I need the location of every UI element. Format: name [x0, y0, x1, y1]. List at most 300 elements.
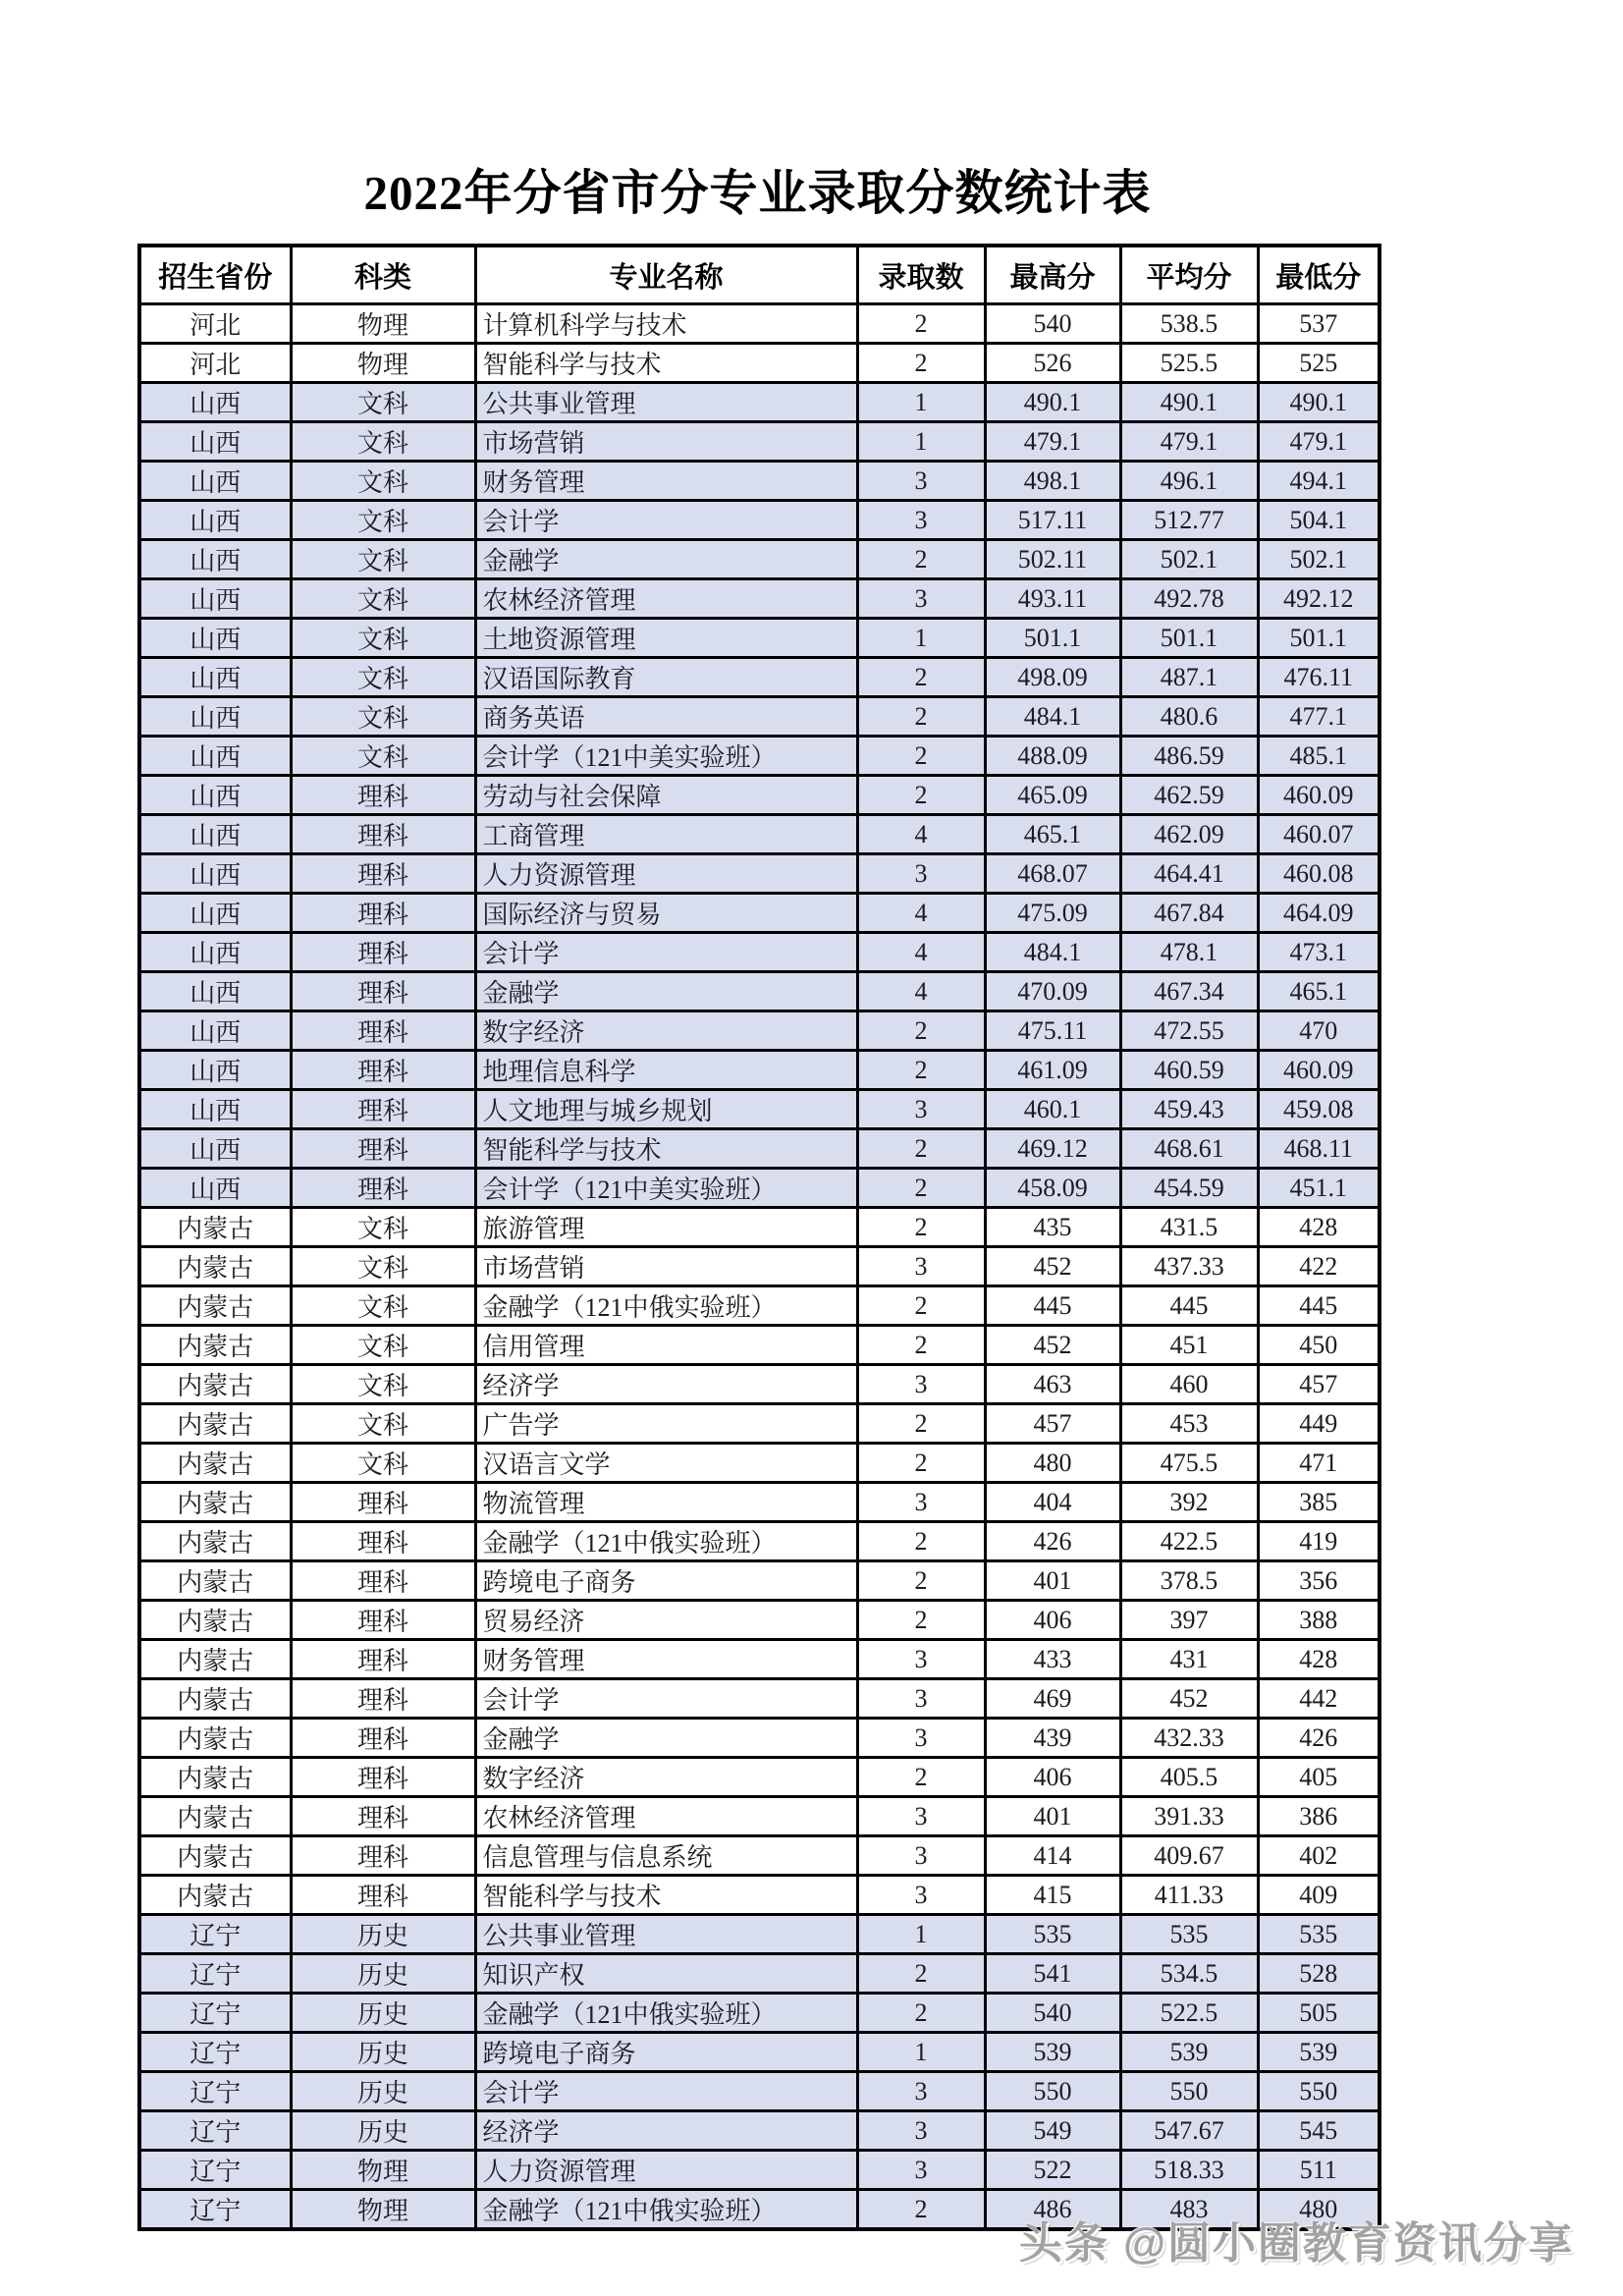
- min-score-cell: 428: [1258, 1640, 1380, 1679]
- admit-count-cell: 2: [857, 1444, 985, 1483]
- max-score-cell: 541: [985, 1954, 1120, 1994]
- category-cell: 文科: [291, 1208, 475, 1247]
- category-cell: 历史: [291, 2072, 475, 2111]
- avg-score-cell: 486.59: [1120, 737, 1258, 776]
- table-row: [139, 1915, 1380, 1954]
- min-score-cell: 388: [1258, 1601, 1380, 1640]
- avg-score-cell: 445: [1120, 1286, 1258, 1326]
- max-score-cell: 433: [985, 1640, 1120, 1679]
- table-row: [139, 1444, 1380, 1483]
- table-row: [139, 1601, 1380, 1640]
- score-table-body: [139, 304, 1380, 2230]
- max-score-cell: 452: [985, 1326, 1120, 1365]
- major-cell: 智能科学与技术: [475, 1129, 857, 1169]
- avg-score-cell: 460.59: [1120, 1051, 1258, 1090]
- max-score-cell: 493.11: [985, 579, 1120, 619]
- table-row: [139, 422, 1380, 462]
- avg-score-cell: 518.33: [1120, 2151, 1258, 2190]
- avg-score-cell: 464.41: [1120, 854, 1258, 894]
- avg-score-cell: 487.1: [1120, 658, 1258, 697]
- avg-score-cell: 460: [1120, 1365, 1258, 1404]
- major-cell: 人力资源管理: [475, 854, 857, 894]
- max-score-cell: 461.09: [985, 1051, 1120, 1090]
- province-cell: 内蒙古: [139, 1483, 291, 1522]
- major-cell: 农林经济管理: [475, 1797, 857, 1836]
- major-cell: 劳动与社会保障: [475, 776, 857, 815]
- table-row: [139, 815, 1380, 854]
- major-cell: 经济学: [475, 1365, 857, 1404]
- major-cell: 会计学: [475, 2072, 857, 2111]
- province-cell: 山西: [139, 462, 291, 501]
- major-cell: 汉语国际教育: [475, 658, 857, 697]
- table-row: [139, 2072, 1380, 2111]
- table-header-row: [139, 246, 1380, 304]
- admit-count-cell: 2: [857, 540, 985, 579]
- avg-score-cell: 478.1: [1120, 933, 1258, 972]
- admit-count-cell: 3: [857, 1365, 985, 1404]
- column-header-major: 专业名称: [475, 246, 857, 304]
- major-cell: 人力资源管理: [475, 2151, 857, 2190]
- max-score-cell: 484.1: [985, 697, 1120, 737]
- max-score-cell: 475.09: [985, 894, 1120, 933]
- province-cell: 辽宁: [139, 2151, 291, 2190]
- table-row: [139, 1208, 1380, 1247]
- province-cell: 内蒙古: [139, 1365, 291, 1404]
- max-score-cell: 463: [985, 1365, 1120, 1404]
- min-score-cell: 504.1: [1258, 501, 1380, 540]
- admit-count-cell: 4: [857, 933, 985, 972]
- category-cell: 历史: [291, 1994, 475, 2033]
- min-score-cell: 451.1: [1258, 1169, 1380, 1208]
- admit-count-cell: 3: [857, 1679, 985, 1719]
- major-cell: 会计学（121中美实验班）: [475, 737, 857, 776]
- category-cell: 理科: [291, 933, 475, 972]
- page-title: 2022年分省市分专业录取分数统计表: [363, 166, 1152, 220]
- max-score-cell: 406: [985, 1601, 1120, 1640]
- category-cell: 文科: [291, 1444, 475, 1483]
- min-score-cell: 449: [1258, 1404, 1380, 1444]
- min-score-cell: 485.1: [1258, 737, 1380, 776]
- max-score-cell: 540: [985, 304, 1120, 344]
- watermark: 头条 @圆小圈教育资讯分享: [1018, 2219, 1574, 2268]
- avg-score-cell: 454.59: [1120, 1169, 1258, 1208]
- province-cell: 山西: [139, 933, 291, 972]
- max-score-cell: 484.1: [985, 933, 1120, 972]
- category-cell: 文科: [291, 1365, 475, 1404]
- table-row: [139, 1640, 1380, 1679]
- min-score-cell: 457: [1258, 1365, 1380, 1404]
- min-score-cell: 501.1: [1258, 619, 1380, 658]
- major-cell: 会计学: [475, 501, 857, 540]
- province-cell: 辽宁: [139, 1915, 291, 1954]
- min-score-cell: 477.1: [1258, 697, 1380, 737]
- province-cell: 山西: [139, 383, 291, 422]
- category-cell: 物理: [291, 304, 475, 344]
- category-cell: 理科: [291, 894, 475, 933]
- max-score-cell: 522: [985, 2151, 1120, 2190]
- table-row: [139, 1011, 1380, 1051]
- major-cell: 经济学: [475, 2111, 857, 2151]
- max-score-cell: 465.1: [985, 815, 1120, 854]
- province-cell: 内蒙古: [139, 1208, 291, 1247]
- major-cell: 旅游管理: [475, 1208, 857, 1247]
- province-cell: 内蒙古: [139, 1247, 291, 1286]
- min-score-cell: 426: [1258, 1719, 1380, 1758]
- major-cell: 汉语言文学: [475, 1444, 857, 1483]
- min-score-cell: 476.11: [1258, 658, 1380, 697]
- admit-count-cell: 2: [857, 2190, 985, 2230]
- province-cell: 山西: [139, 1090, 291, 1129]
- major-cell: 智能科学与技术: [475, 1876, 857, 1915]
- avg-score-cell: 397: [1120, 1601, 1258, 1640]
- table-row: [139, 1129, 1380, 1169]
- avg-score-cell: 451: [1120, 1326, 1258, 1365]
- avg-score-cell: 422.5: [1120, 1522, 1258, 1561]
- province-cell: 山西: [139, 1169, 291, 1208]
- avg-score-cell: 479.1: [1120, 422, 1258, 462]
- avg-score-cell: 483: [1120, 2190, 1258, 2230]
- province-cell: 辽宁: [139, 2190, 291, 2230]
- admit-count-cell: 3: [857, 854, 985, 894]
- major-cell: 金融学（121中俄实验班）: [475, 2190, 857, 2230]
- table-row: [139, 1090, 1380, 1129]
- table-row: [139, 1483, 1380, 1522]
- avg-score-cell: 502.1: [1120, 540, 1258, 579]
- province-cell: 山西: [139, 579, 291, 619]
- avg-score-cell: 468.61: [1120, 1129, 1258, 1169]
- avg-score-cell: 391.33: [1120, 1797, 1258, 1836]
- min-score-cell: 459.08: [1258, 1090, 1380, 1129]
- table-row: [139, 2151, 1380, 2190]
- avg-score-cell: 512.77: [1120, 501, 1258, 540]
- category-cell: 理科: [291, 1129, 475, 1169]
- column-header-max-score: 最高分: [985, 246, 1120, 304]
- province-cell: 山西: [139, 1011, 291, 1051]
- column-header-min-score: 最低分: [1258, 246, 1380, 304]
- avg-score-cell: 550: [1120, 2072, 1258, 2111]
- max-score-cell: 469: [985, 1679, 1120, 1719]
- admit-count-cell: 1: [857, 2033, 985, 2072]
- major-cell: 财务管理: [475, 1640, 857, 1679]
- province-cell: 内蒙古: [139, 1836, 291, 1876]
- province-cell: 内蒙古: [139, 1326, 291, 1365]
- max-score-cell: 406: [985, 1758, 1120, 1797]
- province-cell: 山西: [139, 737, 291, 776]
- avg-score-cell: 437.33: [1120, 1247, 1258, 1286]
- max-score-cell: 401: [985, 1561, 1120, 1601]
- min-score-cell: 428: [1258, 1208, 1380, 1247]
- category-cell: 理科: [291, 1876, 475, 1915]
- max-score-cell: 469.12: [985, 1129, 1120, 1169]
- min-score-cell: 539: [1258, 2033, 1380, 2072]
- major-cell: 公共事业管理: [475, 1915, 857, 1954]
- min-score-cell: 550: [1258, 2072, 1380, 2111]
- category-cell: 历史: [291, 2111, 475, 2151]
- max-score-cell: 401: [985, 1797, 1120, 1836]
- category-cell: 理科: [291, 1836, 475, 1876]
- max-score-cell: 502.11: [985, 540, 1120, 579]
- category-cell: 文科: [291, 540, 475, 579]
- table-row: [139, 1679, 1380, 1719]
- province-cell: 内蒙古: [139, 1522, 291, 1561]
- category-cell: 文科: [291, 737, 475, 776]
- category-cell: 理科: [291, 1011, 475, 1051]
- max-score-cell: 426: [985, 1522, 1120, 1561]
- avg-score-cell: 392: [1120, 1483, 1258, 1522]
- category-cell: 物理: [291, 2190, 475, 2230]
- table-row: [139, 462, 1380, 501]
- category-cell: 文科: [291, 462, 475, 501]
- min-score-cell: 545: [1258, 2111, 1380, 2151]
- province-cell: 山西: [139, 540, 291, 579]
- major-cell: 金融学: [475, 1719, 857, 1758]
- major-cell: 跨境电子商务: [475, 1561, 857, 1601]
- table-row: [139, 1522, 1380, 1561]
- avg-score-cell: 492.78: [1120, 579, 1258, 619]
- min-score-cell: 465.1: [1258, 972, 1380, 1011]
- category-cell: 历史: [291, 1954, 475, 1994]
- max-score-cell: 460.1: [985, 1090, 1120, 1129]
- avg-score-cell: 525.5: [1120, 344, 1258, 383]
- avg-score-cell: 405.5: [1120, 1758, 1258, 1797]
- admit-count-cell: 4: [857, 815, 985, 854]
- table-row: [139, 2111, 1380, 2151]
- min-score-cell: 445: [1258, 1286, 1380, 1326]
- max-score-cell: 517.11: [985, 501, 1120, 540]
- table-row: [139, 1286, 1380, 1326]
- admit-count-cell: 1: [857, 383, 985, 422]
- major-cell: 智能科学与技术: [475, 344, 857, 383]
- admit-count-cell: 2: [857, 1522, 985, 1561]
- min-score-cell: 442: [1258, 1679, 1380, 1719]
- min-score-cell: 409: [1258, 1876, 1380, 1915]
- province-cell: 辽宁: [139, 2072, 291, 2111]
- min-score-cell: 460.07: [1258, 815, 1380, 854]
- table-row: [139, 1326, 1380, 1365]
- min-score-cell: 471: [1258, 1444, 1380, 1483]
- min-score-cell: 464.09: [1258, 894, 1380, 933]
- admit-count-cell: 3: [857, 1836, 985, 1876]
- table-row: [139, 383, 1380, 422]
- province-cell: 内蒙古: [139, 1876, 291, 1915]
- max-score-cell: 490.1: [985, 383, 1120, 422]
- category-cell: 理科: [291, 1561, 475, 1601]
- category-cell: 理科: [291, 815, 475, 854]
- admit-count-cell: 3: [857, 1483, 985, 1522]
- avg-score-cell: 522.5: [1120, 1994, 1258, 2033]
- max-score-cell: 480: [985, 1444, 1120, 1483]
- category-cell: 历史: [291, 2033, 475, 2072]
- admit-count-cell: 2: [857, 1129, 985, 1169]
- avg-score-cell: 547.67: [1120, 2111, 1258, 2151]
- table-row: [139, 304, 1380, 344]
- avg-score-cell: 472.55: [1120, 1011, 1258, 1051]
- max-score-cell: 479.1: [985, 422, 1120, 462]
- max-score-cell: 501.1: [985, 619, 1120, 658]
- table-row: [139, 972, 1380, 1011]
- max-score-cell: 452: [985, 1247, 1120, 1286]
- max-score-cell: 445: [985, 1286, 1120, 1326]
- max-score-cell: 535: [985, 1915, 1120, 1954]
- table-row: [139, 933, 1380, 972]
- category-cell: 理科: [291, 1719, 475, 1758]
- max-score-cell: 465.09: [985, 776, 1120, 815]
- min-score-cell: 468.11: [1258, 1129, 1380, 1169]
- table-row: [139, 1994, 1380, 2033]
- admit-count-cell: 2: [857, 1601, 985, 1640]
- table-row: [139, 2033, 1380, 2072]
- column-header-avg-score: 平均分: [1120, 246, 1258, 304]
- avg-score-cell: 378.5: [1120, 1561, 1258, 1601]
- major-cell: 人文地理与城乡规划: [475, 1090, 857, 1129]
- major-cell: 数字经济: [475, 1011, 857, 1051]
- province-cell: 山西: [139, 1129, 291, 1169]
- avg-score-cell: 431.5: [1120, 1208, 1258, 1247]
- major-cell: 公共事业管理: [475, 383, 857, 422]
- major-cell: 农林经济管理: [475, 579, 857, 619]
- province-cell: 山西: [139, 776, 291, 815]
- category-cell: 文科: [291, 658, 475, 697]
- table-row: [139, 344, 1380, 383]
- admit-count-cell: 3: [857, 1797, 985, 1836]
- category-cell: 理科: [291, 1601, 475, 1640]
- min-score-cell: 422: [1258, 1247, 1380, 1286]
- max-score-cell: 404: [985, 1483, 1120, 1522]
- category-cell: 文科: [291, 1404, 475, 1444]
- province-cell: 内蒙古: [139, 1719, 291, 1758]
- province-cell: 山西: [139, 697, 291, 737]
- admit-count-cell: 2: [857, 344, 985, 383]
- province-cell: 内蒙古: [139, 1797, 291, 1836]
- category-cell: 理科: [291, 1522, 475, 1561]
- max-score-cell: 486: [985, 2190, 1120, 2230]
- table-row: [139, 1169, 1380, 1208]
- table-row: [139, 894, 1380, 933]
- min-score-cell: 460.08: [1258, 854, 1380, 894]
- province-cell: 内蒙古: [139, 1640, 291, 1679]
- table-row: [139, 1758, 1380, 1797]
- category-cell: 理科: [291, 854, 475, 894]
- admit-count-cell: 2: [857, 1954, 985, 1994]
- table-row: [139, 1719, 1380, 1758]
- category-cell: 物理: [291, 344, 475, 383]
- major-cell: 土地资源管理: [475, 619, 857, 658]
- avg-score-cell: 467.34: [1120, 972, 1258, 1011]
- table-row: [139, 1365, 1380, 1404]
- major-cell: 金融学: [475, 972, 857, 1011]
- admit-count-cell: 2: [857, 776, 985, 815]
- major-cell: 财务管理: [475, 462, 857, 501]
- admit-count-cell: 3: [857, 1719, 985, 1758]
- admit-count-cell: 2: [857, 1404, 985, 1444]
- avg-score-cell: 467.84: [1120, 894, 1258, 933]
- avg-score-cell: 411.33: [1120, 1876, 1258, 1915]
- province-cell: 山西: [139, 658, 291, 697]
- table-row: [139, 1051, 1380, 1090]
- major-cell: 物流管理: [475, 1483, 857, 1522]
- category-cell: 文科: [291, 1247, 475, 1286]
- min-score-cell: 505: [1258, 1994, 1380, 2033]
- major-cell: 国际经济与贸易: [475, 894, 857, 933]
- admit-count-cell: 1: [857, 422, 985, 462]
- admit-count-cell: 3: [857, 2072, 985, 2111]
- max-score-cell: 457: [985, 1404, 1120, 1444]
- max-score-cell: 526: [985, 344, 1120, 383]
- avg-score-cell: 431: [1120, 1640, 1258, 1679]
- admit-count-cell: 2: [857, 1326, 985, 1365]
- major-cell: 数字经济: [475, 1758, 857, 1797]
- category-cell: 理科: [291, 1758, 475, 1797]
- major-cell: 跨境电子商务: [475, 2033, 857, 2072]
- min-score-cell: 385: [1258, 1483, 1380, 1522]
- table-row: [139, 1954, 1380, 1994]
- max-score-cell: 439: [985, 1719, 1120, 1758]
- category-cell: 文科: [291, 1326, 475, 1365]
- admit-count-cell: 3: [857, 1640, 985, 1679]
- province-cell: 内蒙古: [139, 1758, 291, 1797]
- avg-score-cell: 534.5: [1120, 1954, 1258, 1994]
- avg-score-cell: 535: [1120, 1915, 1258, 1954]
- category-cell: 理科: [291, 776, 475, 815]
- major-cell: 商务英语: [475, 697, 857, 737]
- avg-score-cell: 409.67: [1120, 1836, 1258, 1876]
- min-score-cell: 419: [1258, 1522, 1380, 1561]
- category-cell: 文科: [291, 697, 475, 737]
- province-cell: 内蒙古: [139, 1444, 291, 1483]
- province-cell: 内蒙古: [139, 1404, 291, 1444]
- province-cell: 辽宁: [139, 1994, 291, 2033]
- table-row: [139, 501, 1380, 540]
- max-score-cell: 549: [985, 2111, 1120, 2151]
- major-cell: 金融学（121中俄实验班）: [475, 1286, 857, 1326]
- avg-score-cell: 462.09: [1120, 815, 1258, 854]
- province-cell: 内蒙古: [139, 1286, 291, 1326]
- category-cell: 文科: [291, 1286, 475, 1326]
- admit-count-cell: 3: [857, 579, 985, 619]
- admit-count-cell: 3: [857, 1876, 985, 1915]
- avg-score-cell: 480.6: [1120, 697, 1258, 737]
- major-cell: 金融学（121中俄实验班）: [475, 1994, 857, 2033]
- province-cell: 山西: [139, 972, 291, 1011]
- avg-score-cell: 459.43: [1120, 1090, 1258, 1129]
- major-cell: 会计学: [475, 1679, 857, 1719]
- admit-count-cell: 2: [857, 737, 985, 776]
- admit-count-cell: 3: [857, 1247, 985, 1286]
- admit-count-cell: 1: [857, 1915, 985, 1954]
- category-cell: 文科: [291, 383, 475, 422]
- province-cell: 河北: [139, 304, 291, 344]
- min-score-cell: 470: [1258, 1011, 1380, 1051]
- max-score-cell: 415: [985, 1876, 1120, 1915]
- major-cell: 知识产权: [475, 1954, 857, 1994]
- max-score-cell: 488.09: [985, 737, 1120, 776]
- major-cell: 会计学（121中美实验班）: [475, 1169, 857, 1208]
- province-cell: 河北: [139, 344, 291, 383]
- avg-score-cell: 539: [1120, 2033, 1258, 2072]
- min-score-cell: 502.1: [1258, 540, 1380, 579]
- admit-count-cell: 3: [857, 462, 985, 501]
- table-row: [139, 579, 1380, 619]
- major-cell: 地理信息科学: [475, 1051, 857, 1090]
- avg-score-cell: 452: [1120, 1679, 1258, 1719]
- min-score-cell: 535: [1258, 1915, 1380, 1954]
- admit-count-cell: 2: [857, 697, 985, 737]
- min-score-cell: 511: [1258, 2151, 1380, 2190]
- table-row: [139, 776, 1380, 815]
- max-score-cell: 550: [985, 2072, 1120, 2111]
- avg-score-cell: 538.5: [1120, 304, 1258, 344]
- province-cell: 辽宁: [139, 1954, 291, 1994]
